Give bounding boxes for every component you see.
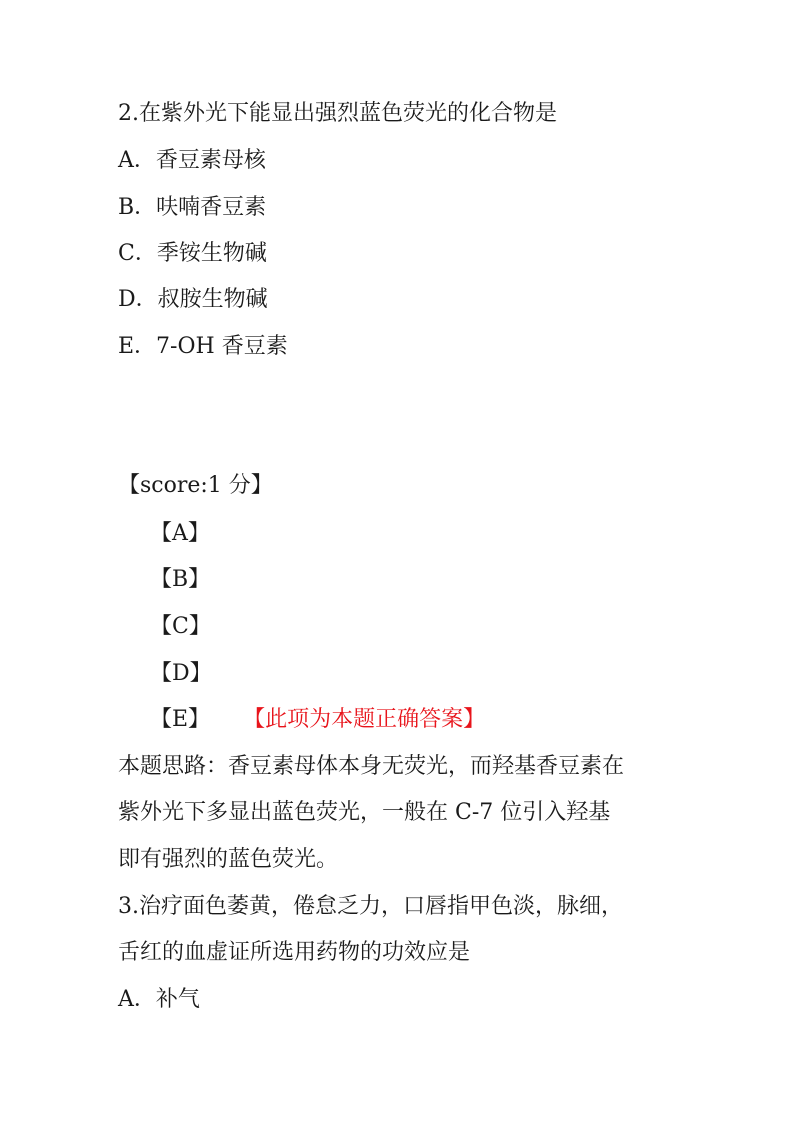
question-2-stem: 2.在紫外光下能显出强烈蓝色荧光的化合物是	[118, 101, 557, 126]
q2-answer-e-row	[150, 706, 485, 734]
q2-explanation-line-3: 即有强烈的蓝色荧光。	[118, 847, 339, 872]
q2-option-d: D．叔胺生物碱	[118, 287, 268, 312]
q2-answer-d: 【D】	[150, 661, 212, 686]
q2-option-b: B．呋喃香豆素	[118, 195, 267, 220]
q2-option-a: A．香豆素母核	[118, 148, 266, 173]
q2-answer-c: 【C】	[150, 614, 211, 639]
q3-option-a: A．补气	[118, 987, 200, 1012]
q2-answer-e: 【E】	[150, 707, 211, 732]
q2-option-c: C．季铵生物碱	[118, 241, 267, 266]
question-3-stem-line-2: 舌红的血虚证所选用药物的功效应是	[118, 940, 471, 965]
question-3-stem-line-1: 3.治疗面色萎黄，倦怠乏力，口唇指甲色淡，脉细，	[118, 894, 623, 919]
q2-explanation-line-1: 本题思路：香豆素母体本身无荧光，而羟基香豆素在	[118, 754, 625, 779]
q2-answer-b: 【B】	[150, 567, 211, 592]
correct-answer-mark: 【此项为本题正确答案】	[254, 707, 486, 732]
q2-option-e: E．7-OH 香豆素	[118, 334, 288, 359]
q2-answer-a: 【A】	[150, 521, 210, 546]
q2-explanation-line-2: 紫外光下多显出蓝色荧光，一般在 C-7 位引入羟基	[118, 800, 611, 825]
q2-score: 【score:1 分】	[118, 473, 273, 498]
